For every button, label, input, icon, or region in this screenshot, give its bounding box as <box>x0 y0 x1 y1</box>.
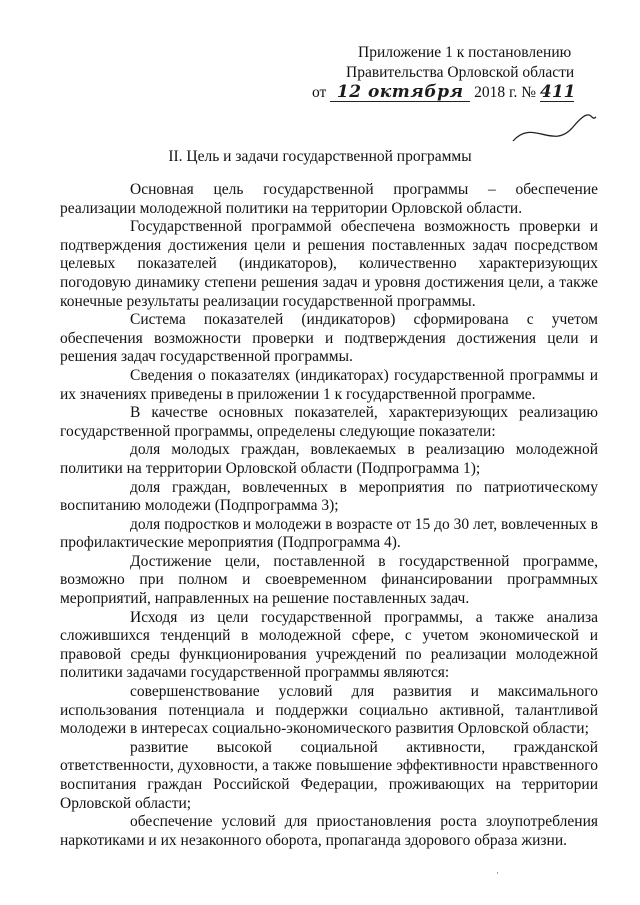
date-prefix: от <box>312 84 327 101</box>
appendix-line: Приложение 1 к постановлению <box>358 44 572 61</box>
paragraph: доля молодых граждан, вовлекаемых в реализацию молодежной политики на территории Орловской области (Подпрограмма 1); <box>60 441 598 477</box>
document-body <box>60 181 598 850</box>
paragraph: Сведения о показателях (индикаторах) государственной программы и их значениях приведены в приложении 1 к государственной программе. <box>60 366 598 403</box>
paragraph: развитие высокой социальной активности, гражданской ответственности, духовности, а также повышение эффективности нравственного воспитания граждан Российской Федерации, проживающих на территории Орловской области; <box>60 738 598 812</box>
paragraph: В качестве основных показателей, характеризующих реализацию государственной программы, определены следующие показатели: <box>60 404 598 440</box>
scan-mark: · <box>496 868 499 878</box>
handwritten-date: 12 октября <box>330 83 470 102</box>
section-title: II. Цель и задачи государственной программы <box>168 148 472 165</box>
date-number-line <box>300 83 600 103</box>
paragraph: доля граждан, вовлеченных в мероприятия по патриотическому воспитанию молодежи (Подпрограмма 3); <box>60 478 598 515</box>
appendix-header <box>300 43 600 103</box>
paragraph: Государственной программой обеспечена возможность проверки и подтверждения достижения цели и решения поставленных задач посредством целевых показателей (индикаторов), количественно характеризующих погодовую динамику степени решения задач и уровня достижения цели, а также конечные результаты реализации государственной программы. <box>60 218 598 310</box>
paragraph: совершенствование условий для развития и максимального использования потенциала и поддержки социально активной, талантливой молодежи в интересах социально-экономического развития Орловской области; <box>60 683 598 738</box>
paragraph: Исходя из цели государственной программы, а также анализа сложившихся тенденций в молодежной сфере, с учетом экономической и правовой среды функционирования учреждений по реализации молодежной политики задачами государственной программы являются: <box>60 608 598 682</box>
paragraph: Основная цель государственной программы – обеспечение реализации молодежной политики на территории Орловской области. <box>60 181 598 217</box>
paragraph: обеспечение условий для приостановления роста злоупотребления наркотиками и их незаконного оборота, пропаганда здорового образа жизни. <box>60 813 598 849</box>
year-number-label: 2018 г. № <box>474 84 537 101</box>
paragraph: Достижение цели, поставленной в государственной программе, возможно при полном и своевременном финансировании программных мероприятий, направленных на решение поставленных задач. <box>60 552 598 608</box>
handwritten-number: 411 <box>539 82 576 102</box>
government-line: Правительства Орловской области <box>346 64 575 81</box>
signature-flourish <box>508 113 598 153</box>
paragraph: доля подростков и молодежи в возрасте от 15 до 30 лет, вовлеченных в профилактические мероприятия (Подпрограмма 4). <box>60 515 598 552</box>
paragraph: Система показателей (индикаторов) сформирована с учетом обеспечения возможности проверки и подтверждения достижения цели и решения задач государственной программы. <box>60 311 598 366</box>
